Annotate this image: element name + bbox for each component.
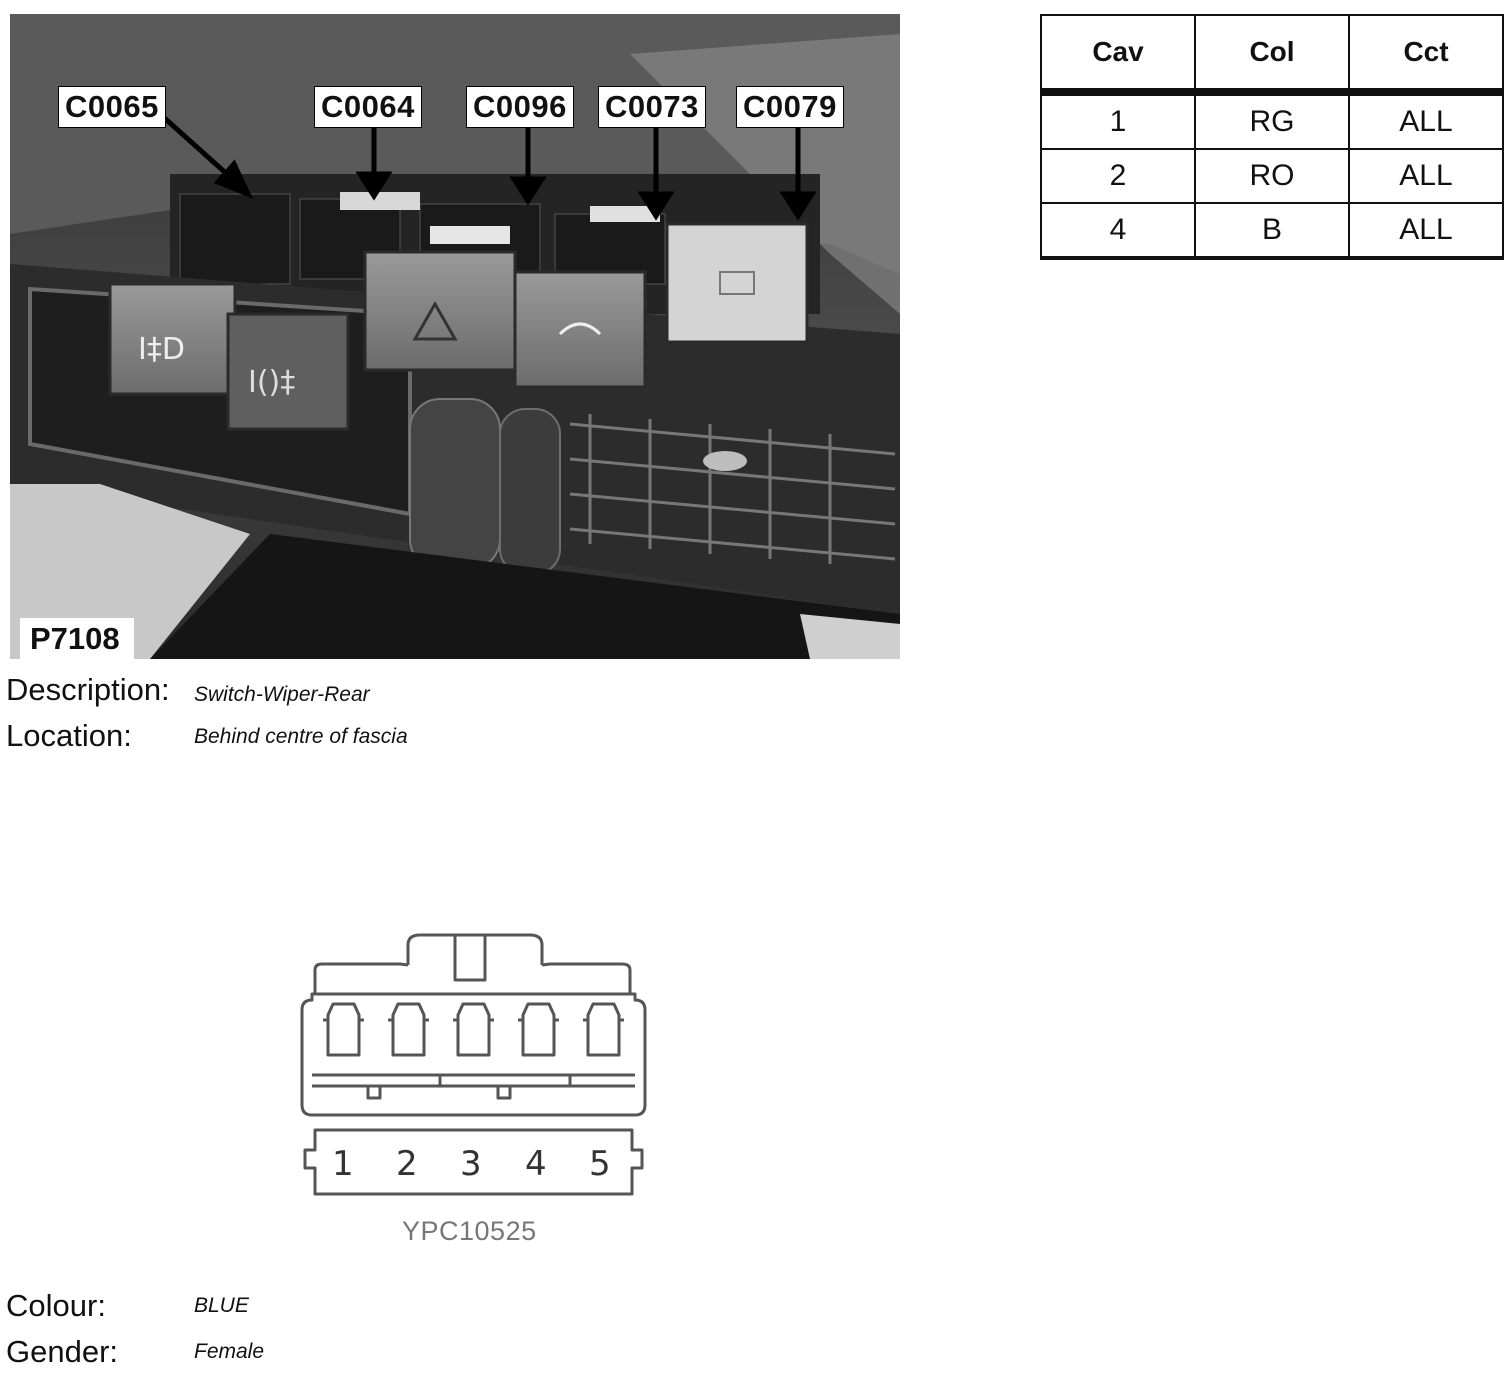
header-cct: Cct xyxy=(1349,15,1503,92)
cell-cav: 1 xyxy=(1041,92,1195,149)
callout-c0073: C0073 xyxy=(598,86,706,128)
svg-text:I‡D: I‡D xyxy=(138,332,185,367)
pin-number-1: 1 xyxy=(332,1144,354,1184)
location-label: Location: xyxy=(6,718,132,753)
svg-text:I()‡: I()‡ xyxy=(248,365,296,400)
callout-c0096: C0096 xyxy=(466,86,574,128)
description-value: Switch-Wiper-Rear xyxy=(194,683,370,706)
cell-col: RG xyxy=(1195,92,1349,149)
colour-value: BLUE xyxy=(194,1294,249,1317)
table-row xyxy=(1041,149,1503,203)
table-row xyxy=(1041,92,1503,149)
connector-part-number: YPC10525 xyxy=(402,1216,537,1246)
pin-table xyxy=(1040,14,1504,260)
table-row xyxy=(1041,203,1503,258)
pin-number-4: 4 xyxy=(525,1144,547,1184)
cell-cct: ALL xyxy=(1349,203,1503,258)
connector-location-photo xyxy=(10,14,900,659)
description-label: Description: xyxy=(6,672,170,707)
pin-number-2: 2 xyxy=(396,1144,418,1184)
cell-cav: 4 xyxy=(1041,203,1195,258)
callout-c0079: C0079 xyxy=(736,86,844,128)
header-cav: Cav xyxy=(1041,15,1195,92)
cell-cav: 2 xyxy=(1041,149,1195,203)
cell-cct: ALL xyxy=(1349,92,1503,149)
gender-label: Gender: xyxy=(6,1334,119,1369)
pin-number-5: 5 xyxy=(589,1144,611,1184)
gender-value: Female xyxy=(194,1340,265,1363)
callout-c0064: C0064 xyxy=(314,86,422,128)
cell-col: RO xyxy=(1195,149,1349,203)
cell-col: B xyxy=(1195,203,1349,258)
connector-face-diagram xyxy=(290,900,660,1205)
colour-label: Colour: xyxy=(6,1288,106,1323)
pin-table-header-row xyxy=(1041,15,1503,92)
photo-id-label: P7108 xyxy=(20,618,134,659)
callout-c0065: C0065 xyxy=(58,86,166,128)
pin-number-3: 3 xyxy=(460,1144,482,1184)
cell-cct: ALL xyxy=(1349,149,1503,203)
header-col: Col xyxy=(1195,15,1349,92)
location-value: Behind centre of fascia xyxy=(194,725,408,748)
